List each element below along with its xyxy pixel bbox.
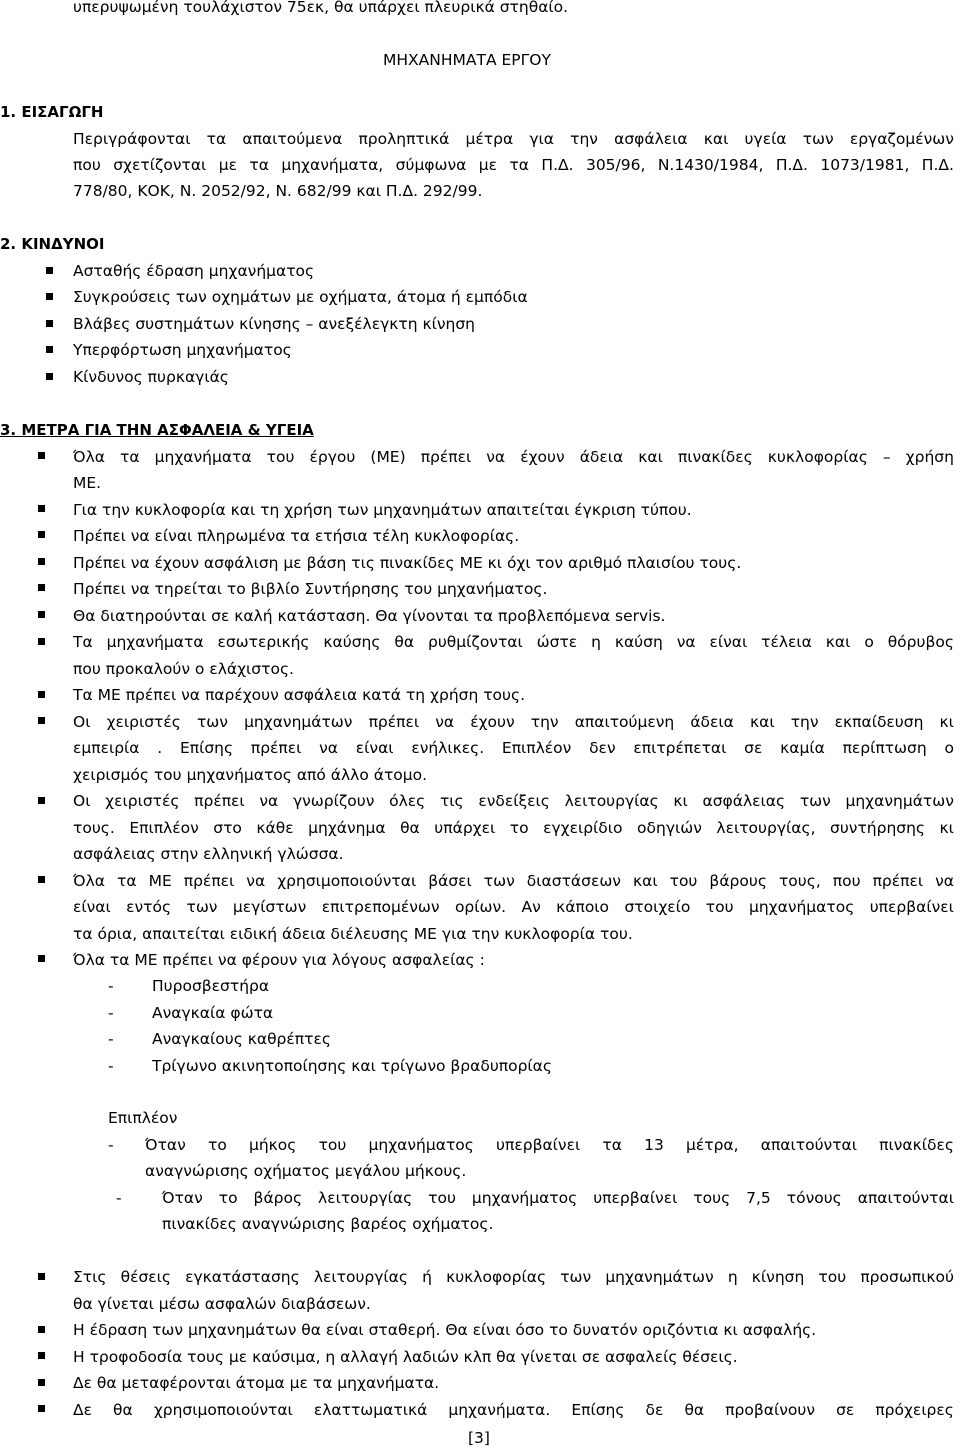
bullet-icon [46,346,53,353]
bullet-icon [38,638,45,645]
bullet-icon [38,558,45,565]
bullet-icon [38,531,45,538]
bullet-icon [38,717,45,724]
carryover-text: υπερυψωμένη τουλάχιστον 75εκ, θα υπάρχει πλευρικά στηθαίο. [73,0,569,16]
safety-item: Αναγκαίους καθρέπτες [152,1030,331,1048]
measure-line: τα όρια, απαιτείται ειδική άδεια διέλευσης ΜΕ για την κυκλοφορία του. [73,925,633,943]
measure-line: Όλα τα μηχανήματα του έργου (ΜΕ) πρέπει να έχουν άδεια και πινακίδες κυκλοφορίας – χρήση [73,448,954,466]
dash-marker: - [108,1030,114,1048]
measure-line: Για την κυκλοφορία και τη χρήση των μηχανημάτων απαιτείται έγκριση τύπου. [73,501,692,519]
safety-item: Τρίγωνο ακινητοποίησης και τρίγωνο βραδυπορίας [152,1057,552,1075]
bullet-icon [38,955,45,962]
hazard-item: Βλάβες συστημάτων κίνησης – ανεξέλεγκτη κίνηση [73,315,476,333]
additional-heading: Επιπλέον [108,1109,178,1127]
intro-line-3: 778/80, ΚΟΚ, Ν. 2052/92, Ν. 682/99 και Π.Δ. 292/99. [73,182,483,200]
measure-line: Η τροφοδοσία τους με καύσιμα, η αλλαγή λαδιών κλπ θα γίνεται σε ασφαλείς θέσεις. [73,1348,738,1366]
section-3-heading: 3. ΜΕΤΡΑ ΓΙΑ ΤΗΝ ΑΣΦΑΛΕΙΑ & ΥΓΕΙΑ [0,421,314,439]
measure-line: Δε θα μεταφέρονται άτομα με τα μηχανήματα. [73,1374,440,1392]
measure-line: Όλα τα ΜΕ πρέπει να χρησιμοποιούνται βάσει των διαστάσεων και του βάρους τους, που πρέπει να [73,872,954,890]
measure-line: Πρέπει να τηρείται το βιβλίο Συντήρησης του μηχανήματος. [73,580,548,598]
measure-line: Δε θα χρησιμοποιούνται ελαττωματικά μηχανήματα. Επίσης δε θα προβαίνουν σε πρόχειρες [73,1401,954,1419]
bullet-icon [38,797,45,804]
intro-line-2: που σχετίζονται με τα μηχανήματα, σύμφωνα με τα Π.Δ. 305/96, Ν.1430/1984, Π.Δ. 1073/1981, Π.Δ. [73,156,954,174]
hazard-item: Υπερφόρτωση μηχανήματος [73,341,292,359]
measure-line: Θα διατηρούνται σε καλή κατάσταση. Θα γίνονται τα προβλεπόμενα servis. [73,607,666,625]
bullet-icon [38,584,45,591]
measure-line: Τα ΜΕ πρέπει να παρέχουν ασφάλεια κατά τη χρήση τους. [73,686,526,704]
bullet-icon [38,1326,45,1333]
bullet-icon [46,267,53,274]
bullet-icon [38,1273,45,1280]
measure-line: ΜΕ. [73,474,102,492]
hazard-item: Ασταθής έδραση μηχανήματος [73,262,315,280]
measure-line: τους. Επιπλέον στο κάθε μηχάνημα θα υπάρχει το εγχειρίδιο οδηγιών λειτουργίας, συντήρησης κι [73,819,954,837]
measure-line: Οι χειριστές πρέπει να γνωρίζουν όλες τις ενδείξεις λειτουργίας κι ασφάλειας των μηχανημάτων [73,792,954,810]
dash-marker: - [108,977,114,995]
safety-item: Πυροσβεστήρα [152,977,270,995]
section-2-heading: 2. ΚΙΝΔΥΝΟΙ [0,235,105,253]
measure-line: είναι εντός των μεγίστων επιτρεπομένων ορίων. Αν κάποιο στοιχείο του μηχανήματος υπερβαίνει [73,898,954,916]
measure-line: Πρέπει να είναι πληρωμένα τα ετήσια τέλη κυκλοφορίας. [73,527,520,545]
bullet-icon [38,505,45,512]
measure-line: που προκαλούν ο ελάχιστος. [73,660,294,678]
bullet-icon [38,611,45,618]
dash-marker: - [108,1136,114,1154]
measure-line: εμπειρία . Επίσης πρέπει να είναι ενήλικες. Επιπλέον δεν επιτρέπεται σε καμία περίπτωση ο [73,739,954,757]
document-title: ΜΗΧΑΝΗΜΑΤΑ ΕΡΓΟΥ [383,51,551,69]
bullet-icon [38,876,45,883]
bullet-icon [38,691,45,698]
measure-line: Οι χειριστές των μηχανημάτων πρέπει να έχουν την απαιτούμενη άδεια και την εκπαίδευση κι [73,713,954,731]
measure-line: Τα μηχανήματα εσωτερικής καύσης θα ρυθμίζονται ώστε η καύση να είναι τέλεια και ο θόρυβος [73,633,954,651]
additional-line: πινακίδες αναγνώρισης βαρέος οχήματος. [162,1215,494,1233]
dash-marker: - [108,1057,114,1075]
bullet-icon [46,293,53,300]
bullet-icon [38,452,45,459]
hazard-item: Κίνδυνος πυρκαγιάς [73,368,229,386]
bullet-icon [38,1352,45,1359]
page-number: [3] [468,1429,490,1447]
dash-marker: - [116,1189,122,1207]
additional-line: αναγνώρισης οχήματος μεγάλου μήκους. [145,1162,467,1180]
measure-line: Πρέπει να έχουν ασφάλιση με βάση τις πινακίδες ΜΕ κι όχι τον αριθμό πλαισίου τους. [73,554,742,572]
bullet-icon [46,320,53,327]
measure-line: χειρισμός του μηχανήματος από άλλο άτομο. [73,766,428,784]
additional-line: Όταν το βάρος λειτουργίας του μηχανήματος υπερβαίνει τους 7,5 τόνους απαιτούνται [162,1189,954,1207]
safety-item: Αναγκαία φώτα [152,1004,274,1022]
additional-line: Όταν το μήκος του μηχανήματος υπερβαίνει τα 13 μέτρα, απαιτούνται πινακίδες [145,1136,954,1154]
bullet-icon [46,373,53,380]
bullet-icon [38,1379,45,1386]
hazard-item: Συγκρούσεις των οχημάτων με οχήματα, άτομα ή εμπόδια [73,288,528,306]
measure-line: Στις θέσεις εγκατάστασης λειτουργίας ή κυκλοφορίας των μηχανημάτων η κίνηση του προσωπικού [73,1268,954,1286]
section-1-heading: 1. ΕΙΣΑΓΩΓΗ [0,103,104,121]
measure-line: θα γίνεται μέσω ασφαλών διαβάσεων. [73,1295,371,1313]
measure-line: ασφάλειας στην ελληνική γλώσσα. [73,845,344,863]
bullet-icon [38,1405,45,1412]
dash-marker: - [108,1004,114,1022]
measure-line: Όλα τα ΜΕ πρέπει να φέρουν για λόγους ασφαλείας : [73,951,485,969]
intro-line-1: Περιγράφονται τα απαιτούμενα προληπτικά μέτρα για την ασφάλεια και υγεία των εργαζομένων [73,130,954,148]
measure-line: Η έδραση των μηχανημάτων θα είναι σταθερή. Θα είναι όσο το δυνατόν οριζόντια κι ασφαλής. [73,1321,817,1339]
